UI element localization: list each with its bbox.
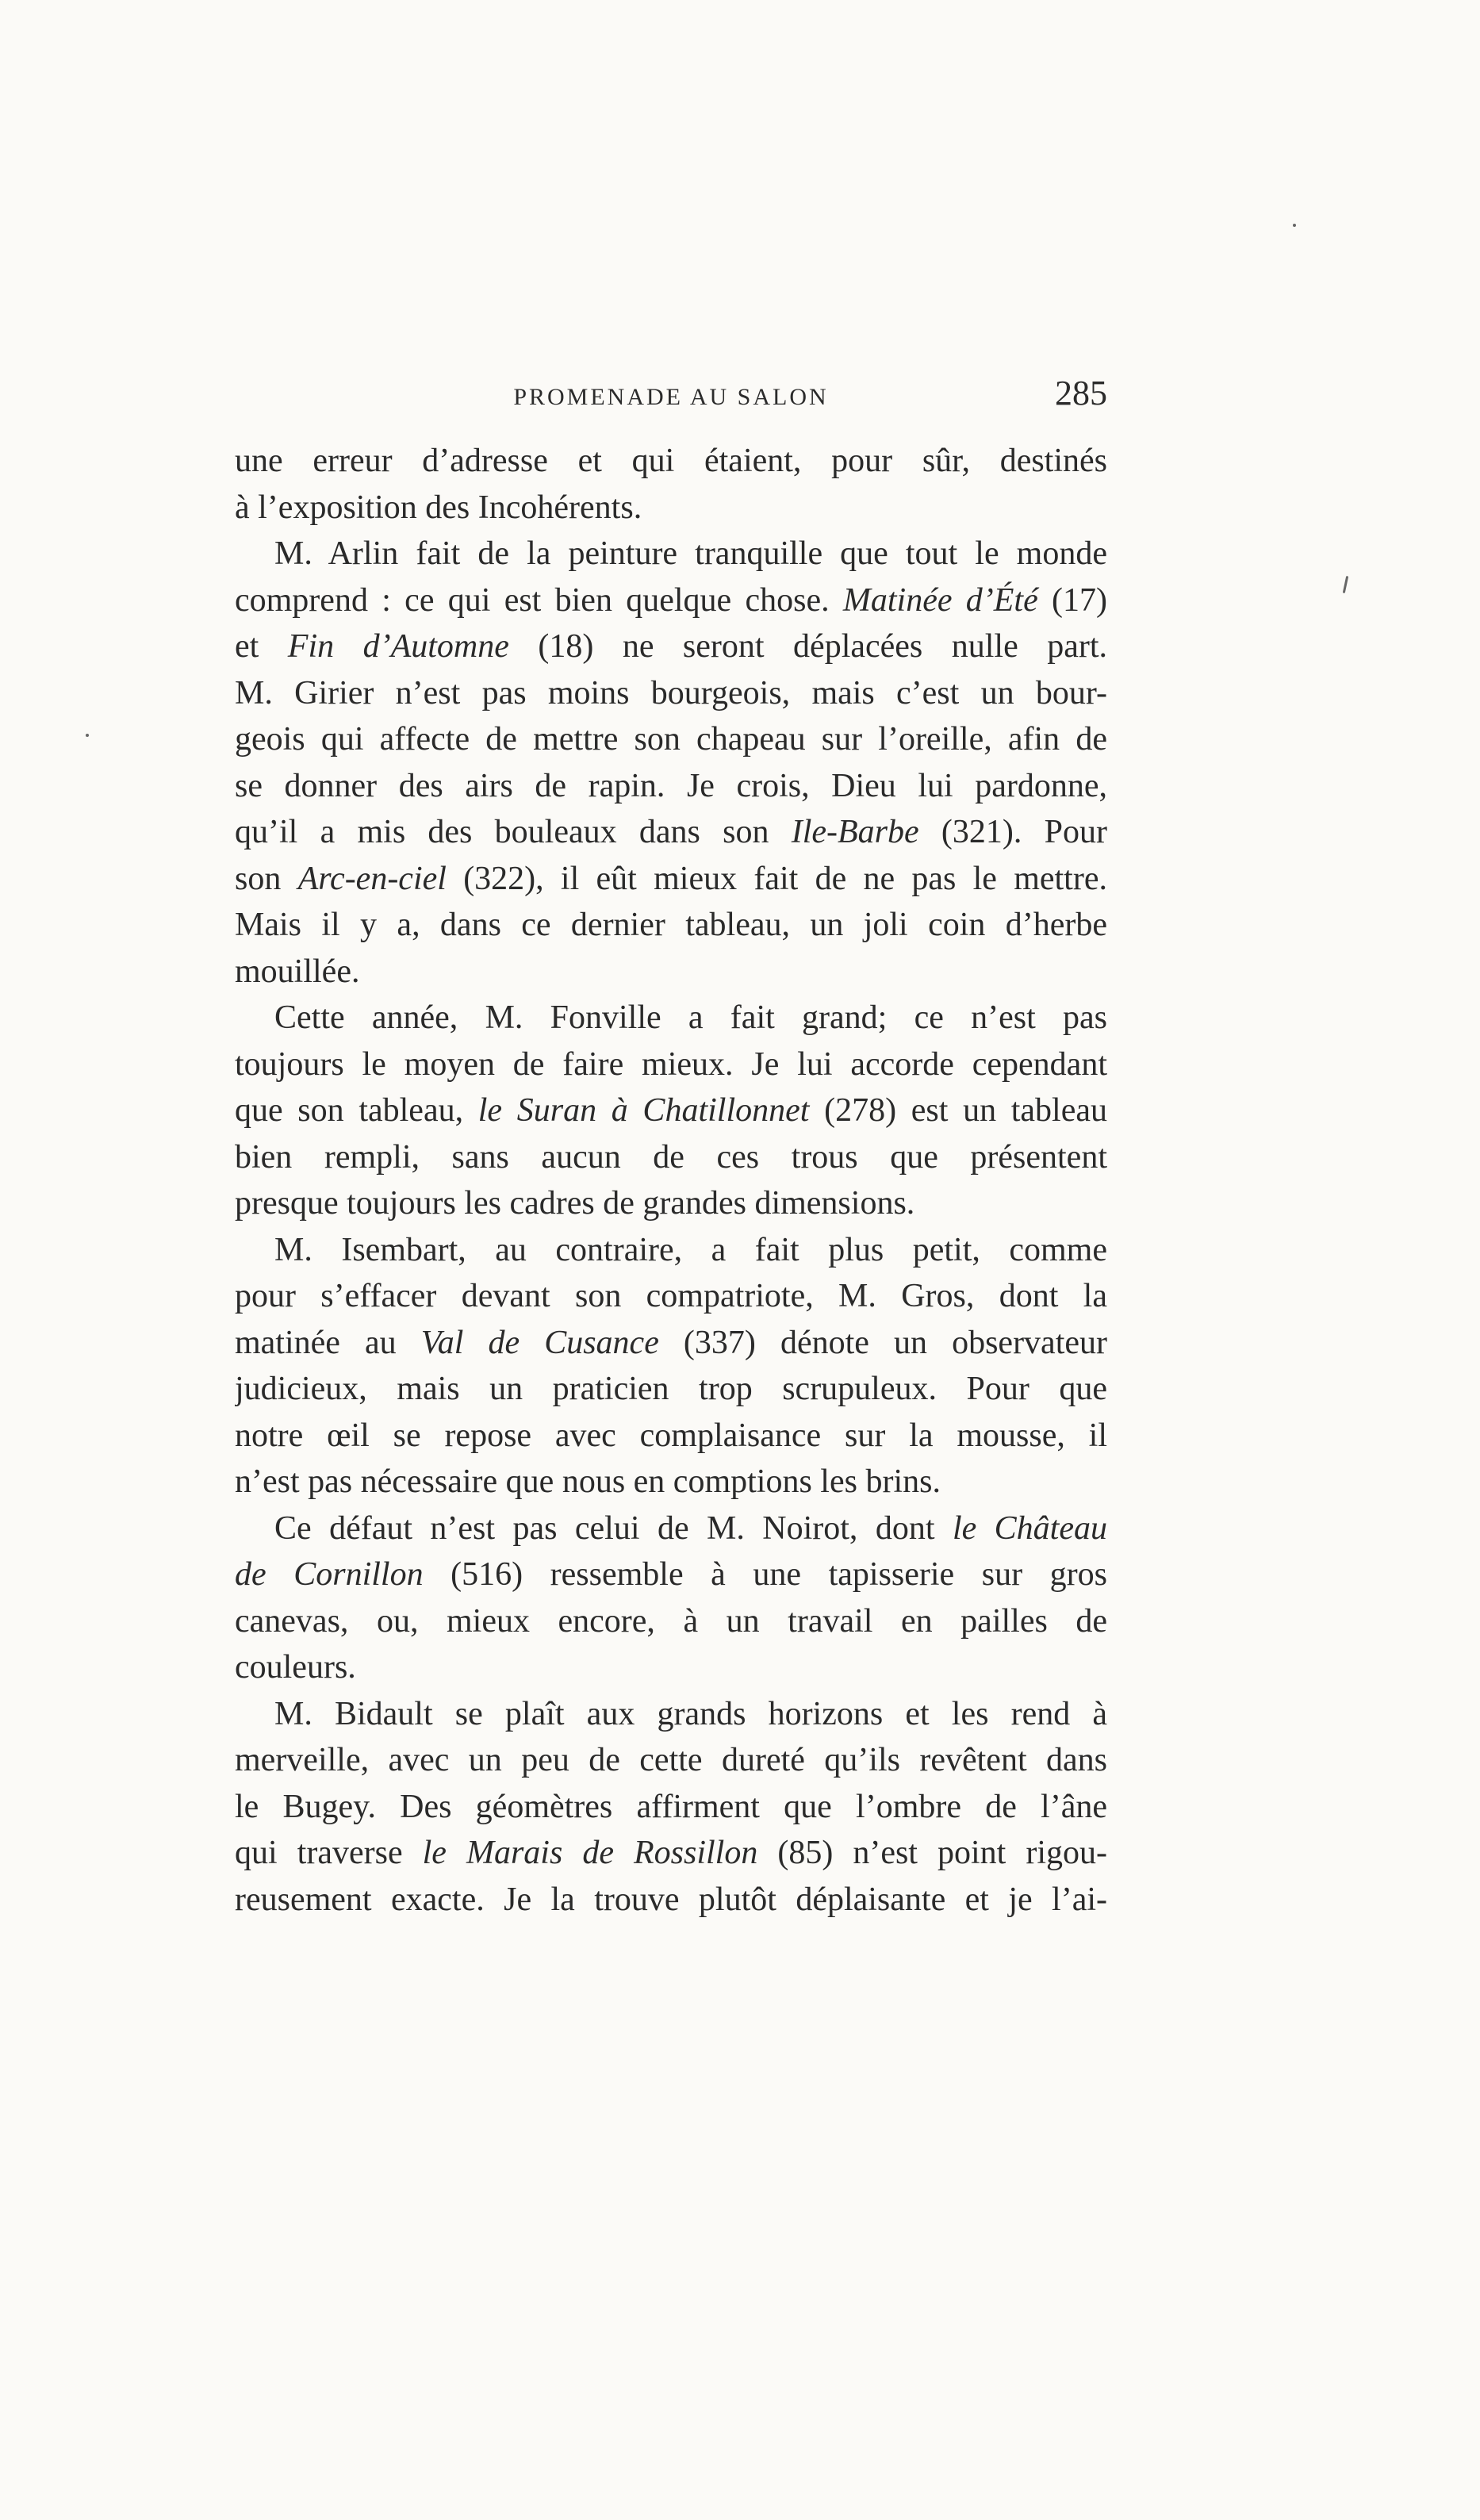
text-run: comprend : ce qui est bien quelque chose. xyxy=(235,581,843,619)
text-run: M. Isembart, au contraire, a fait plus petit, comme xyxy=(274,1231,1107,1268)
text-line xyxy=(235,438,1107,485)
artwork-title: Matinée d’Été xyxy=(842,581,1038,619)
text-run: matinée au xyxy=(235,1324,421,1361)
text-run: M. Girier n’est pas moins bourgeois, mais c’est un bour- xyxy=(235,674,1107,712)
text-line xyxy=(235,670,1107,717)
text-run: canevas, ou, mieux encore, à un travail en pailles de xyxy=(235,1602,1107,1640)
text-run: (516) ressemble à une tapisserie sur gros xyxy=(423,1556,1107,1593)
text-line xyxy=(235,1737,1107,1784)
text-run: (278) est un tableau xyxy=(809,1092,1107,1129)
text-run: Mais il y a, dans ce dernier tableau, un joli coin d’herbe xyxy=(235,907,1107,943)
text-run: reusement exacte. Je la trouve plutôt déplaisante et je l’ai- xyxy=(235,1881,1107,1918)
text-run: merveille, avec un peu de cette dureté qu’ils revêtent dans xyxy=(235,1742,1107,1778)
scan-speck xyxy=(1293,224,1296,227)
text-line xyxy=(235,809,1107,856)
text-line xyxy=(235,856,1107,903)
text-line xyxy=(235,1227,1107,1274)
text-line xyxy=(235,1320,1107,1367)
text-run: presque toujours les cadres de grandes dimensions. xyxy=(235,1185,915,1222)
text-line xyxy=(235,1413,1107,1459)
text-line xyxy=(235,1691,1107,1738)
page-number: 285 xyxy=(1055,374,1107,412)
text-run: se donner des airs de rapin. Je crois, Dieu lui pardonne, xyxy=(235,767,1107,804)
text-line xyxy=(235,1644,1107,1691)
body-text xyxy=(235,438,1107,1923)
text-run: (85) n’est point rigou- xyxy=(757,1835,1107,1871)
artwork-title: le Suran à Chatillonnet xyxy=(477,1092,810,1129)
text-run: Cette année, M. Fonville a fait grand; ce n’est pas xyxy=(274,999,1107,1036)
text-run: M. Arlin fait de la peinture tranquille que tout le monde xyxy=(274,535,1107,572)
text-run: Ce défaut n’est pas celui de M. Noirot, dont xyxy=(274,1509,953,1547)
text-line xyxy=(235,577,1107,624)
text-run: (322), il eût mieux fait de ne pas le mettre. xyxy=(446,860,1107,897)
scan-speck xyxy=(86,734,89,737)
text-run: n’est pas nécessaire que nous en comptions les brins. xyxy=(235,1463,941,1500)
text-run: le Bugey. Des géomètres affirment que l’ombre de l’âne xyxy=(235,1788,1107,1825)
text-line xyxy=(235,716,1107,763)
text-run: qu’il a mis des bouleaux dans son xyxy=(235,814,792,850)
artwork-title: Ile-Barbe xyxy=(791,814,919,850)
text-run: et xyxy=(235,628,288,665)
text-line xyxy=(235,902,1107,949)
artwork-title: de Cornillon xyxy=(235,1556,424,1593)
text-run: son xyxy=(235,860,298,897)
text-run: que son tableau, xyxy=(235,1092,478,1129)
text-run: couleurs. xyxy=(235,1649,356,1686)
text-run: (321). Pour xyxy=(918,814,1107,850)
scan-speck xyxy=(1343,576,1349,593)
text-line xyxy=(235,763,1107,810)
text-line xyxy=(235,1552,1107,1598)
text-line xyxy=(235,1598,1107,1645)
text-line xyxy=(235,1830,1107,1877)
text-run: une erreur d’adresse et qui étaient, pour sûr, destinés xyxy=(235,443,1107,479)
artwork-title: le Château xyxy=(952,1509,1107,1547)
text-line xyxy=(235,995,1107,1041)
text-run: judicieux, mais un praticien trop scrupuleux. Pour que xyxy=(235,1371,1107,1407)
text-run: mouillée. xyxy=(235,953,360,990)
text-line xyxy=(235,1784,1107,1831)
text-line xyxy=(235,1459,1107,1505)
text-line xyxy=(235,531,1107,577)
text-line xyxy=(235,485,1107,531)
text-run: (337) dénote un observateur xyxy=(658,1324,1107,1361)
text-line xyxy=(235,1505,1107,1552)
text-line xyxy=(235,623,1107,670)
artwork-title: le Marais de Rossillon xyxy=(422,1835,758,1871)
text-run: (17) xyxy=(1037,581,1107,619)
text-line xyxy=(235,1366,1107,1413)
artwork-title: Fin d’Automne xyxy=(287,628,509,665)
text-line xyxy=(235,949,1107,995)
text-run: M. Bidault se plaît aux grands horizons et les rend à xyxy=(274,1695,1107,1732)
text-run: pour s’effacer devant son compatriote, M. Gros, dont la xyxy=(235,1278,1107,1314)
text-run: geois qui affecte de mettre son chapeau sur l’oreille, afin de xyxy=(235,721,1107,758)
text-line xyxy=(235,1273,1107,1320)
text-run: bien rempli, sans aucun de ces trous que présentent xyxy=(235,1138,1107,1176)
text-line xyxy=(235,1877,1107,1924)
text-line xyxy=(235,1041,1107,1088)
text-line xyxy=(235,1087,1107,1134)
artwork-title: Arc-en-ciel xyxy=(297,860,447,897)
text-run: (18) ne seront déplacées nulle part. xyxy=(508,628,1107,665)
text-line xyxy=(235,1180,1107,1227)
text-line xyxy=(235,1134,1107,1181)
text-run: qui traverse xyxy=(235,1835,423,1871)
text-run: notre œil se repose avec complaisance sur la mousse, il xyxy=(235,1417,1107,1454)
running-head xyxy=(235,373,1107,428)
text-run: à l’exposition des Incohérents. xyxy=(235,489,642,526)
artwork-title: Val de Cusance xyxy=(420,1324,659,1361)
running-title: PROMENADE AU SALON xyxy=(513,384,829,410)
text-run: toujours le moyen de faire mieux. Je lui accorde cependant xyxy=(235,1045,1107,1083)
